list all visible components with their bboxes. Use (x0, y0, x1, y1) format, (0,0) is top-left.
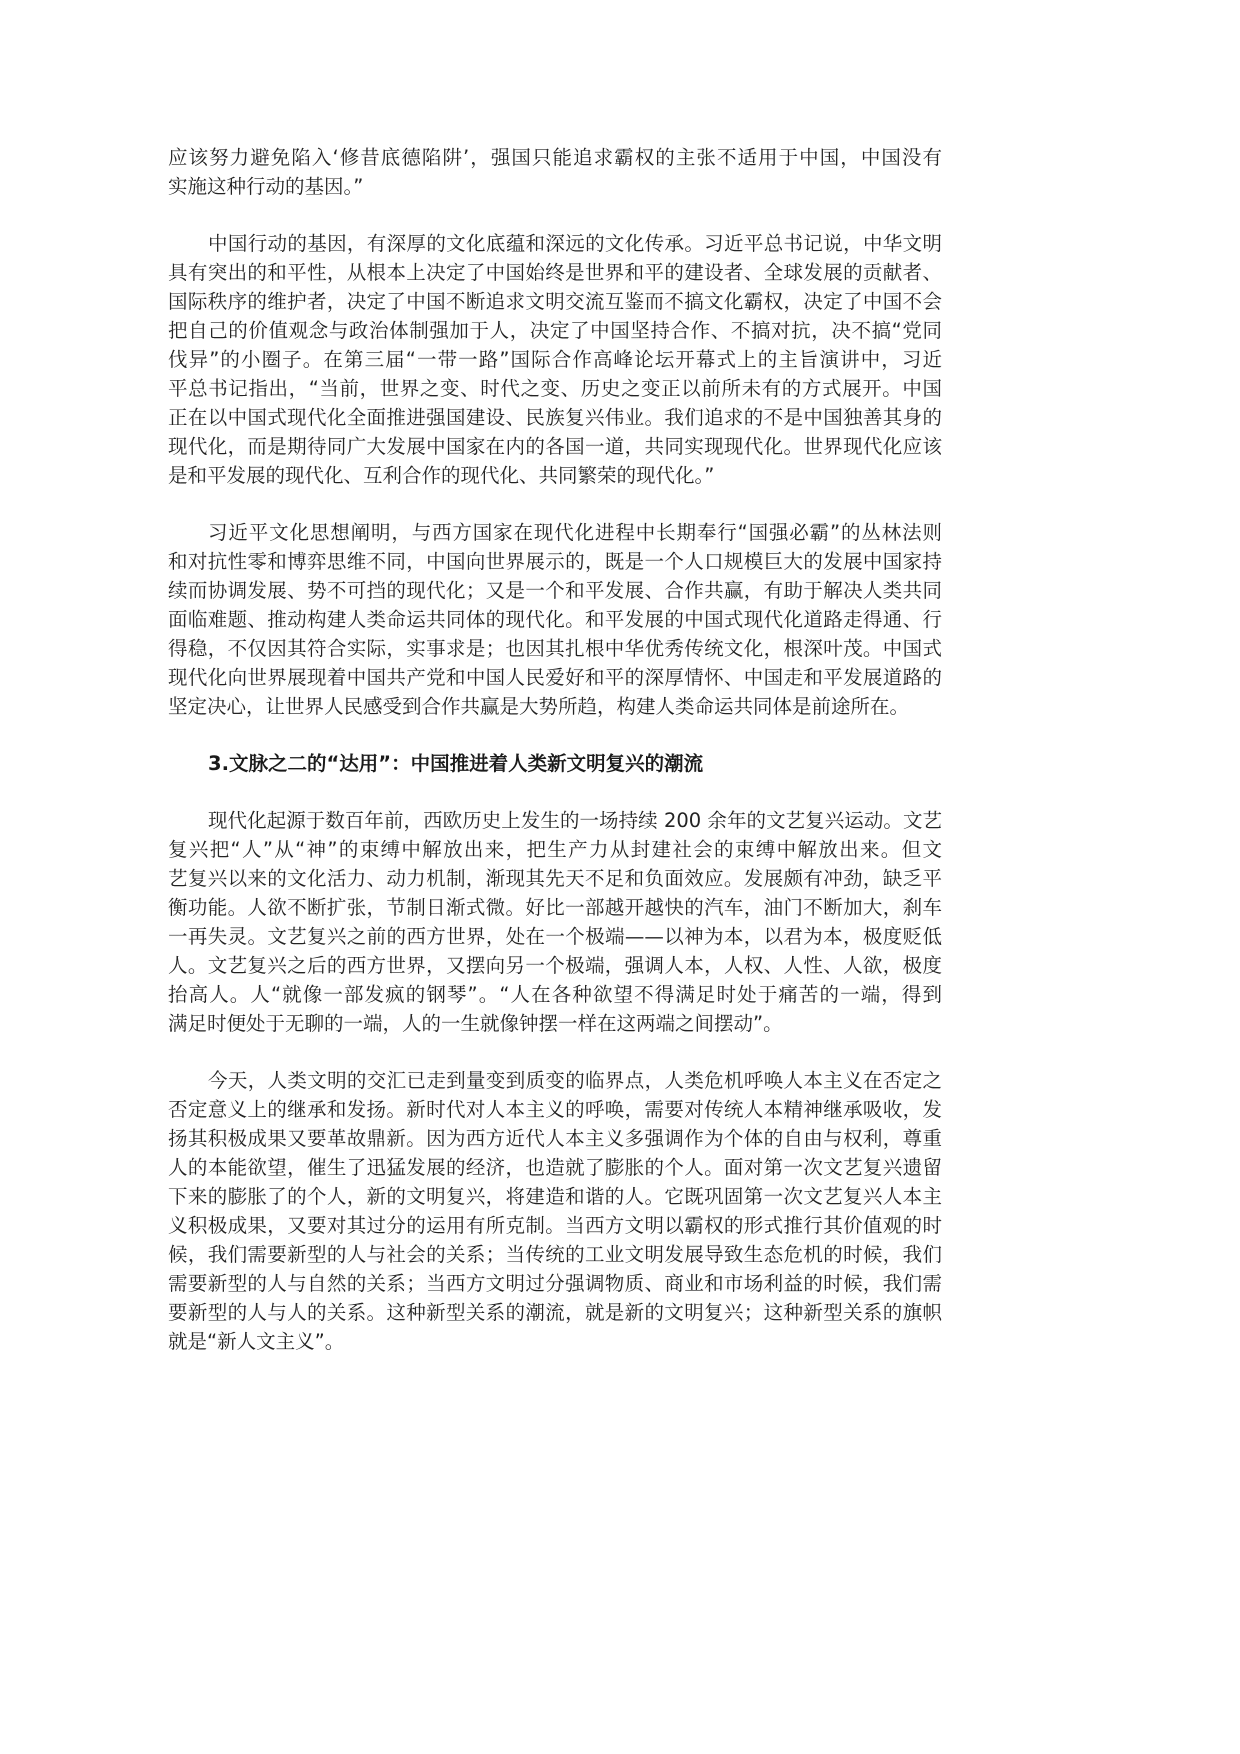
text-line: 习近平文化思想阐明，与西方国家在现代化进程中长期奉行“国强必霸”的丛林法则 (208, 521, 942, 544)
text-line: 需要新型的人与自然的关系；当西方文明过分强调物质、商业和市场利益的时候，我们需 (168, 1272, 942, 1295)
text-line: 今天，人类文明的交汇已走到量变到质变的临界点，人类危机呼唤人本主义在否定之 (208, 1069, 942, 1092)
text-line: 应该努力避免陷入‘修昔底德陷阱’，强国只能追求霸权的主张不适用于中国，中国没有 (168, 146, 942, 169)
text-line: 抬高人。人“就像一部发疯的钢琴”。“人在各种欲望不得满足时处于痛苦的一端，得到 (168, 983, 942, 1006)
text-line: 现代化，而是期待同广大发展中国家在内的各国一道，共同实现现代化。世界现代化应该 (168, 435, 942, 458)
text-line: 和对抗性零和博弈思维不同，中国向世界展示的，既是一个人口规模巨大的发展中国家持 (168, 550, 942, 573)
text-line: 下来的膨胀了的个人，新的文明复兴，将建造和谐的人。它既巩固第一次文艺复兴人本主 (168, 1185, 942, 1208)
text-line: 复兴把“人”从“神”的束缚中解放出来，把生产力从封建社会的束缚中解放出来。但文 (168, 838, 942, 861)
paragraph (168, 806, 942, 1038)
text-line: 一再失灵。文艺复兴之前的西方世界，处在一个极端——以神为本，以君为本，极度贬低 (168, 925, 942, 948)
text-line: 是和平发展的现代化、互利合作的现代化、共同繁荣的现代化。” (168, 464, 715, 487)
text-line: 否定意义上的继承和发扬。新时代对人本主义的呼唤，需要对传统人本精神继承吸收，发 (168, 1098, 942, 1121)
text-line: 坚定决心，让世界人民感受到合作共赢是大势所趋，构建人类命运共同体是前途所在。 (168, 695, 910, 718)
text-line: 面临难题、推动构建人类命运共同体的现代化。和平发展的中国式现代化道路走得通、行 (168, 608, 942, 631)
text-line: 义积极成果，又要对其过分的运用有所克制。当西方文明以霸权的形式推行其价值观的时 (168, 1214, 942, 1237)
text-line: 就是“新人文主义”。 (168, 1330, 345, 1353)
section-heading: 3.文脉之二的“达用”：中国推进着人类新文明复兴的潮流 (208, 752, 704, 775)
document-body (168, 143, 942, 1384)
text-line: 伐异”的小圈子。在第三届“一带一路”国际合作高峰论坛开幕式上的主旨演讲中，习近 (168, 348, 942, 371)
text-line: 现代化起源于数百年前，西欧历史上发生的一场持续 200 余年的文艺复兴运动。文艺 (208, 809, 942, 832)
text-line: 衡功能。人欲不断扩张，节制日渐式微。好比一部越开越快的汽车，油门不断加大，刹车 (168, 896, 942, 919)
text-line: 具有突出的和平性，从根本上决定了中国始终是世界和平的建设者、全球发展的贡献者、 (168, 261, 942, 284)
text-line: 得稳，不仅因其符合实际，实事求是；也因其扎根中华优秀传统文化，根深叶茂。中国式 (168, 637, 942, 660)
text-line: 候，我们需要新型的人与社会的关系；当传统的工业文明发展导致生态危机的时候，我们 (168, 1243, 942, 1266)
paragraph (168, 229, 942, 490)
text-line: 续而协调发展、势不可挡的现代化；又是一个和平发展、合作共赢，有助于解决人类共同 (168, 579, 942, 602)
text-line: 人的本能欲望，催生了迅猛发展的经济，也造就了膨胀的个人。面对第一次文艺复兴遗留 (168, 1156, 942, 1179)
text-line: 现代化向世界展现着中国共产党和中国人民爱好和平的深厚情怀、中国走和平发展道路的 (168, 666, 942, 689)
text-line: 把自己的价值观念与政治体制强加于人，决定了中国坚持合作、不搞对抗，决不搞“党同 (168, 319, 942, 342)
text-line: 正在以中国式现代化全面推进强国建设、民族复兴伟业。我们追求的不是中国独善其身的 (168, 406, 942, 429)
text-line: 平总书记指出，“当前，世界之变、时代之变、历史之变正以前所未有的方式展开。中国 (168, 377, 942, 400)
text-line: 满足时便处于无聊的一端，人的一生就像钟摆一样在这两端之间摆动”。 (168, 1012, 783, 1035)
paragraph (168, 518, 942, 721)
text-line: 要新型的人与人的关系。这种新型关系的潮流，就是新的文明复兴；这种新型关系的旗帜 (168, 1301, 942, 1324)
text-line: 实施这种行动的基因。” (168, 175, 364, 198)
text-line: 艺复兴以来的文化活力、动力机制，渐现其先天不足和负面效应。发展颇有冲劲，缺乏平 (168, 867, 942, 890)
paragraph (168, 1066, 942, 1356)
text-line: 国际秩序的维护者，决定了中国不断追求文明交流互鉴而不搞文化霸权，决定了中国不会 (168, 290, 942, 313)
text-line: 中国行动的基因，有深厚的文化底蕴和深远的文化传承。习近平总书记说，中华文明 (208, 232, 942, 255)
paragraph-continuation (168, 143, 942, 201)
text-line: 人。文艺复兴之后的西方世界，又摆向另一个极端，强调人本，人权、人性、人欲，极度 (168, 954, 942, 977)
text-line: 扬其积极成果又要革故鼎新。因为西方近代人本主义多强调作为个体的自由与权利，尊重 (168, 1127, 942, 1150)
